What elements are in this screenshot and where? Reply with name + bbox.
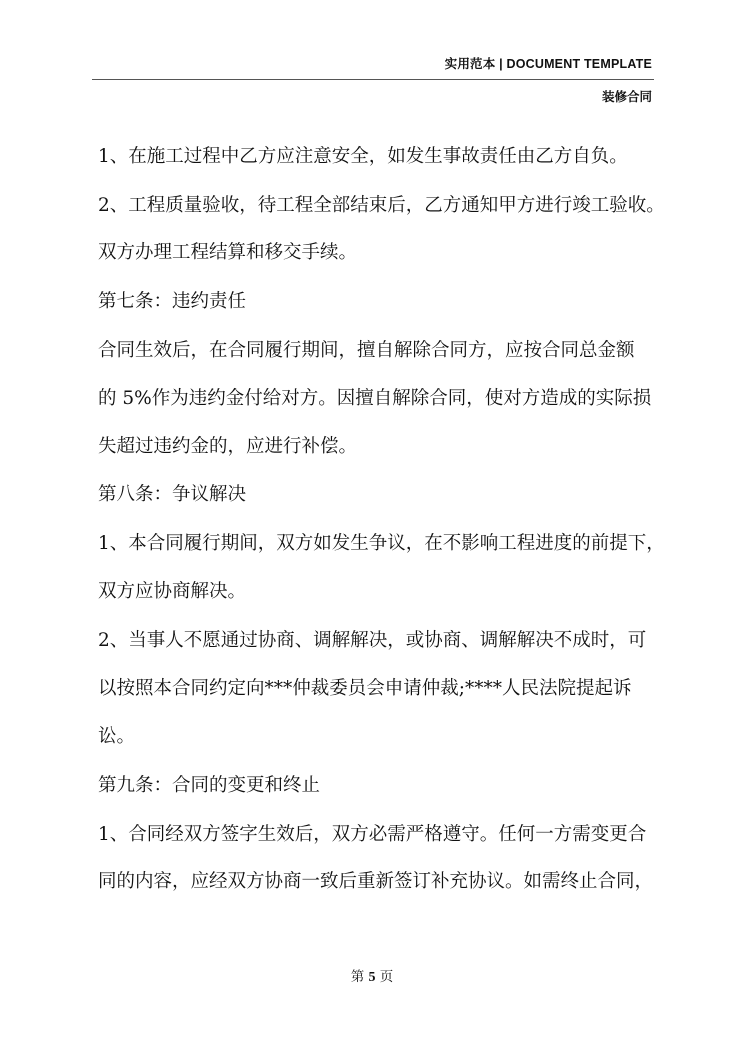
section-heading: 第八条：争议解决 <box>98 484 247 505</box>
paragraph-line: 1、合同经双方签字生效后，双方必需严格遵守。任何一方需变更合 <box>98 824 647 845</box>
paragraph-line: 的 5%作为违约金付给对方。因擅自解除合同，使对方造成的实际损 <box>98 388 652 409</box>
section-heading: 第七条：违约责任 <box>98 291 247 312</box>
paragraph-line: 1、在施工过程中乙方应注意安全，如发生事故责任由乙方自负。 <box>98 146 628 167</box>
paragraph-line: 讼。 <box>98 726 136 747</box>
page-header-brand: 实用范本 | DOCUMENT TEMPLATE <box>444 57 652 71</box>
paragraph-line: 双方办理工程结算和移交手续。 <box>98 242 358 263</box>
paragraph-line: 以按照本合同约定向***仲裁委员会申请仲裁;****人民法院提起诉 <box>98 678 632 699</box>
paragraph-line: 2、工程质量验收，待工程全部结束后，乙方通知甲方进行竣工验收。 <box>98 195 665 216</box>
page-number: 5 <box>368 970 376 985</box>
paragraph-line: 失超过违约金的，应进行补偿。 <box>98 436 358 457</box>
page-label-prefix: 第 <box>350 969 365 985</box>
paragraph-line: 2、当事人不愿通过协商、调解解决，或协商、调解解决不成时，可 <box>98 630 647 651</box>
section-heading: 第九条：合同的变更和终止 <box>98 775 321 796</box>
paragraph-line: 1、本合同履行期间，双方如发生争议，在不影响工程进度的前提下， <box>98 533 665 554</box>
paragraph-line: 双方应协商解决。 <box>98 581 247 602</box>
paragraph-line: 同的内容，应经双方协商一致后重新签订补充协议。如需终止合同， <box>98 871 654 892</box>
document-title: 装修合同 <box>601 90 652 104</box>
header-divider <box>92 79 654 80</box>
page-label-suffix: 页 <box>379 969 394 985</box>
page-footer <box>0 965 744 986</box>
paragraph-line: 合同生效后，在合同履行期间，擅自解除合同方，应按合同总金额 <box>98 340 635 361</box>
